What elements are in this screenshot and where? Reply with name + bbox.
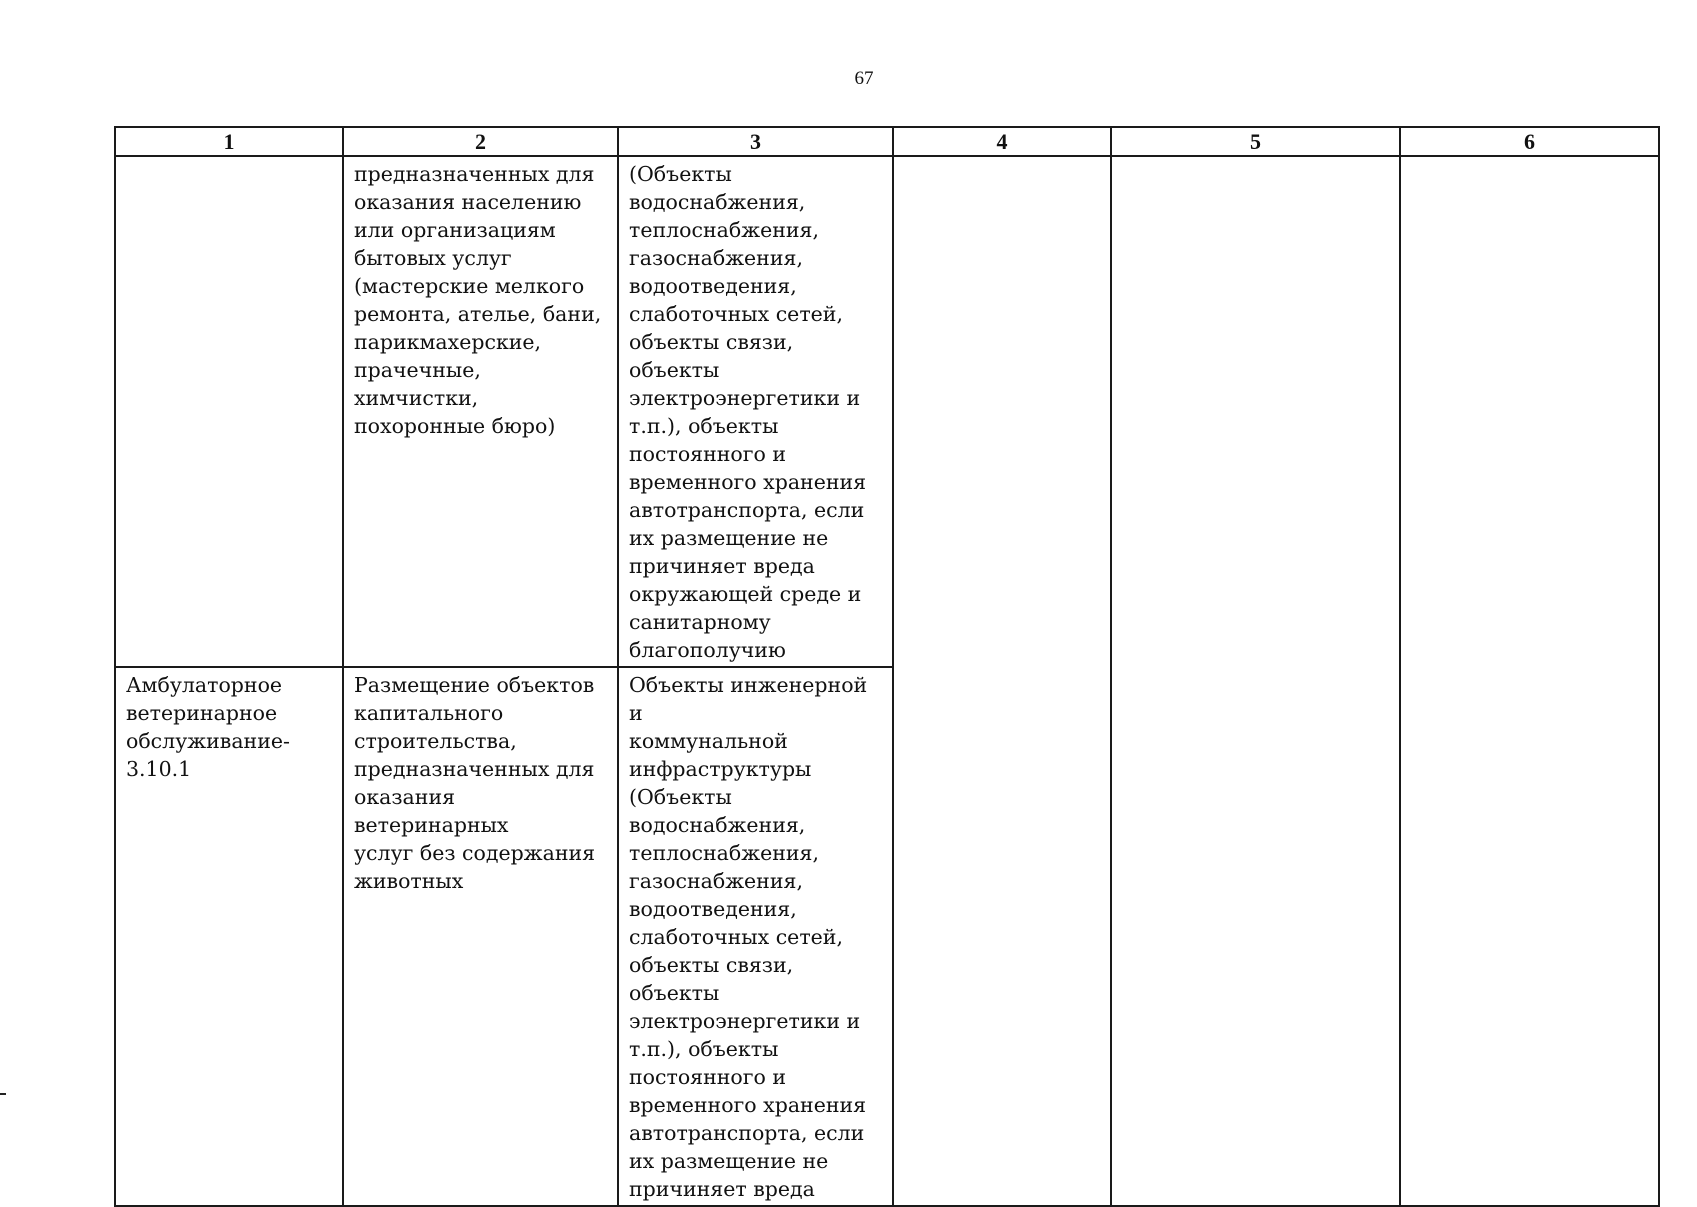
cell-col-5 — [1111, 156, 1400, 1206]
cell-land-use-type: Амбулаторное ветеринарное обслуживание- 3.10.1 — [115, 667, 343, 1206]
margin-mark — [0, 1093, 6, 1095]
header-col-5: 5 — [1111, 127, 1400, 156]
table-row — [115, 156, 1659, 667]
cell-description: Размещение объектов капитального строительства, предназначенных для оказания ветеринарных услуг без содержания животных — [343, 667, 618, 1206]
cell-land-use-type — [115, 156, 343, 667]
header-col-4: 4 — [893, 127, 1111, 156]
cell-permitted-objects: (Объекты водоснабжения, теплоснабжения, газоснабжения, водоотведения, слаботочных сетей, объекты связи, объекты электроэнергетики и т.п.), объекты постоянного и временного хранения автотранспорта, если их размещение не причиняет вреда окружающей среде и санитарному благополучию — [618, 156, 893, 667]
header-col-2: 2 — [343, 127, 618, 156]
cell-col-6 — [1400, 156, 1659, 1206]
cell-description: предназначенных для оказания населению или организациям бытовых услуг (мастерские мелкого ремонта, ателье, бани, парикмахерские, прачечные, химчистки, похоронные бюро) — [343, 156, 618, 667]
cell-permitted-objects: Объекты инженерной и коммунальной инфраструктуры (Объекты водоснабжения, теплоснабжения, газоснабжения, водоотведения, слаботочных сетей, объекты связи, объекты электроэнергетики и т.п.), объекты постоянного и временного хранения автотранспорта, если их размещение не причиняет вреда — [618, 667, 893, 1206]
header-col-6: 6 — [1400, 127, 1659, 156]
page-number: 67 — [854, 68, 874, 89]
header-col-3: 3 — [618, 127, 893, 156]
table-header-row — [115, 127, 1659, 156]
header-col-1: 1 — [115, 127, 343, 156]
cell-col-4 — [893, 156, 1111, 1206]
zoning-table — [114, 126, 1660, 1207]
